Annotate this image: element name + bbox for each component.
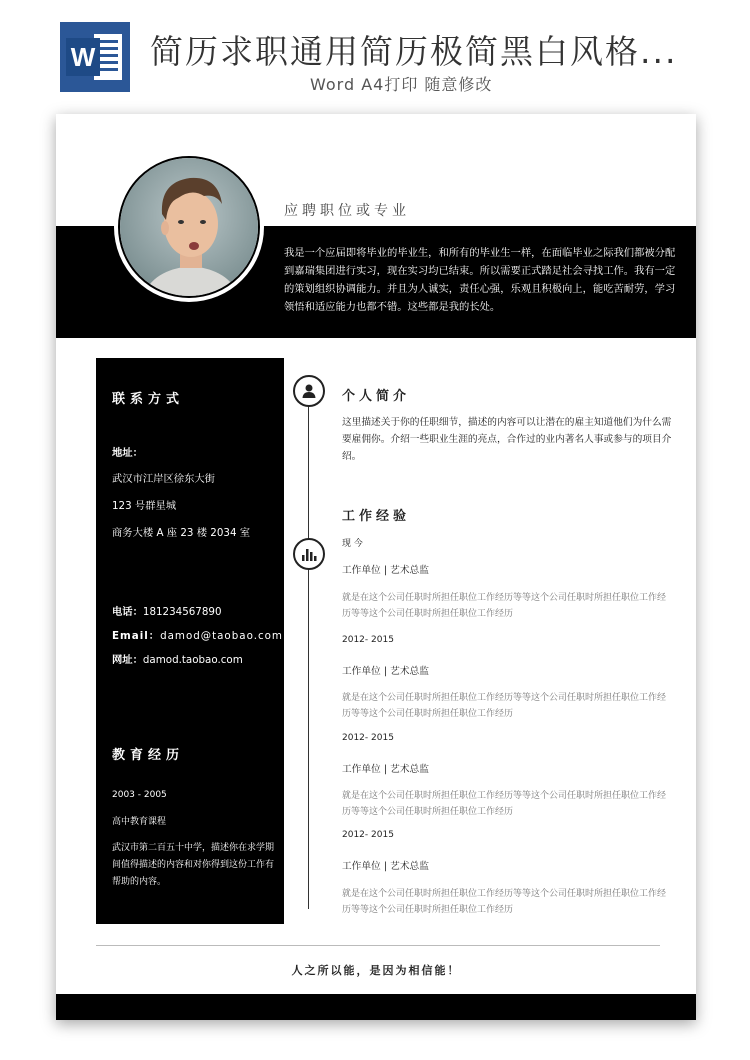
document-subtitle: Word A4打印 随意修改 xyxy=(310,75,493,94)
experience-date: 2012- 2015 xyxy=(342,733,394,743)
education-course: 高中教育课程 xyxy=(112,817,167,827)
education-title: 教育经历 xyxy=(112,748,185,763)
experience-description: 就是在这个公司任职时所担任职位工作经历等等这个公司任职时所担任职位工作经历等等这个公司任职时所担任职位工作经历 xyxy=(342,791,667,817)
svg-text:W: W xyxy=(70,42,96,72)
resume-page xyxy=(56,114,696,1020)
address-line: 武汉市江岸区徐东大街 xyxy=(112,473,215,485)
experience-header: 工作单位 | 艺术总监 xyxy=(342,565,429,576)
experience-date: 现 今 xyxy=(342,539,363,549)
website: 网址：damod.taobao.com xyxy=(112,654,243,666)
education-description: 武汉市第二百五十中学，描述你在求学期间值得描述的内容和对你得到这份工作有帮助的内容。 xyxy=(112,843,275,887)
motto: 人之所以能，是因为相信能！ xyxy=(291,964,461,977)
address-label: 地址： xyxy=(112,447,143,459)
profile-title: 个人简介 xyxy=(342,389,411,404)
address-line: 123 号群星城 xyxy=(112,500,177,512)
bar-chart-icon xyxy=(293,538,325,570)
experience-description: 就是在这个公司任职时所担任职位工作经历等等这个公司任职时所担任职位工作经历等等这个公司任职时所担任职位工作经历 xyxy=(342,889,667,915)
profile-text: 这里描述关于你的任职细节，描述的内容可以让潜在的雇主知道他们为什么需要雇佣你。介绍一些职业生涯的亮点，合作过的业内著名人事或参与的项目介绍。 xyxy=(342,417,672,462)
person-icon xyxy=(293,375,325,407)
applied-position: 应聘职位或专业 xyxy=(284,203,410,219)
word-icon xyxy=(60,22,130,92)
experience-header: 工作单位 | 艺术总监 xyxy=(342,666,429,677)
timeline-line xyxy=(308,389,309,909)
left-sidebar xyxy=(96,358,284,924)
experience-description: 就是在这个公司任职时所担任职位工作经历等等这个公司任职时所担任职位工作经历等等这个公司任职时所担任职位工作经历 xyxy=(342,693,667,719)
experience-description: 就是在这个公司任职时所担任职位工作经历等等这个公司任职时所担任职位工作经历等等这个公司任职时所担任职位工作经历 xyxy=(342,593,667,619)
contact-title: 联系方式 xyxy=(112,392,185,407)
address-line: 商务大楼 A 座 23 楼 2034 室 xyxy=(112,527,251,539)
phone: 电话：181234567890 xyxy=(112,606,222,618)
experience-date: 2012- 2015 xyxy=(342,635,394,645)
footer-band xyxy=(56,994,696,1020)
intro-text: 我是一个应届即将毕业的毕业生，和所有的毕业生一样，在面临毕业之际我们都被分配到嘉瑞集团进行实习，现在实习均已结束。所以需要正式踏足社会寻找工作。我有一定的策划组织协调能力。并且为人诚实，责任心强，乐观且积极向上，能吃苦耐劳，学习领悟和适应能力也都不错。这些都是我的长处。 xyxy=(284,247,676,313)
education-period: 2003 - 2005 xyxy=(112,790,167,800)
footer-divider xyxy=(96,945,660,946)
experience-date: 2012- 2015 xyxy=(342,830,394,840)
document-title: 简历求职通用简历极简黑白风格... xyxy=(150,32,678,71)
experience-header: 工作单位 | 艺术总监 xyxy=(342,861,429,872)
profile-photo xyxy=(114,152,264,302)
experience-header: 工作单位 | 艺术总监 xyxy=(342,764,429,775)
experience-title: 工作经验 xyxy=(342,509,411,524)
email: Email：damod@taobao.com xyxy=(112,630,283,642)
